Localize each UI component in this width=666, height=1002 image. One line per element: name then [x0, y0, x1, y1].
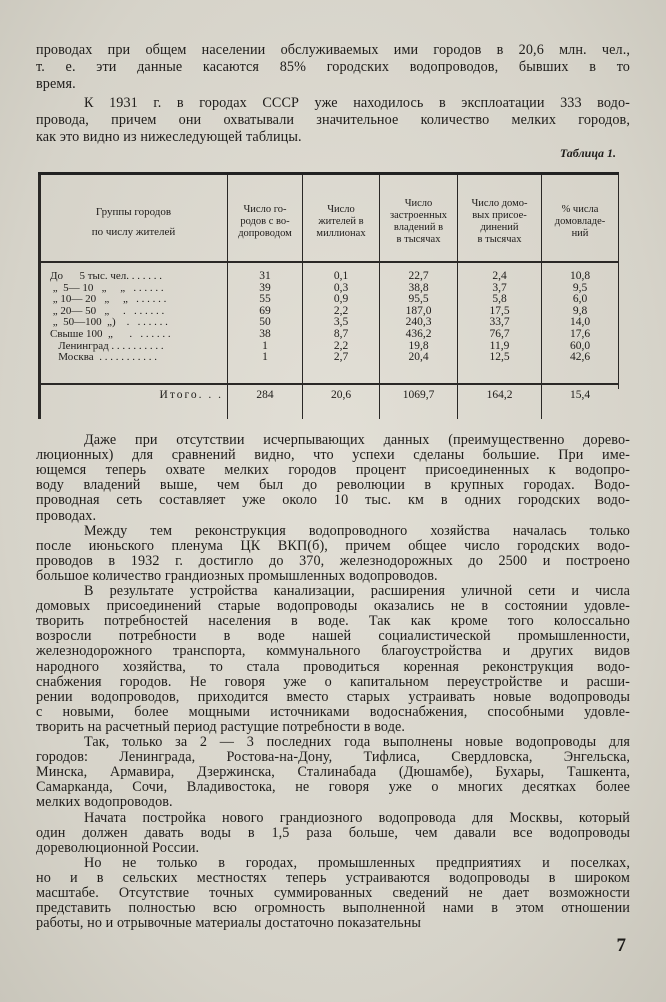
table-cell-pop: 2,7 [333, 351, 349, 364]
text-line: время. [36, 76, 76, 92]
text-line: воду владений выше, чем был до революции в крупных городах. Водо- [36, 477, 630, 494]
text-line: Начата постройка нового грандиозного водопровода для Москвы, который [84, 809, 630, 826]
table-cell-pop: 3,5 [333, 316, 349, 329]
text-line: проводная сеть составляет уже около 10 тыс. км в одних городских водо- [36, 492, 630, 509]
table-cell-buildings: 38,8 [408, 281, 429, 294]
text-line: Между тем реконструкция водопроводного хозяйства началась только [84, 522, 630, 539]
table-cell-cities: 50 [259, 316, 271, 329]
text-line: народного хозяйства, то стала проводиться коренная реконструкция водо- [36, 658, 630, 675]
text-line: ющемся теперь охвате мелких городов процент присоединенных к водопро- [36, 462, 630, 479]
text-line: творить на расчетный период растущие потребности в воде. [36, 718, 406, 735]
header-percent: % числа домовладе- ний [554, 204, 606, 239]
table-cell-buildings: 240,3 [405, 316, 432, 329]
text-line: работы, но и отрывочные материалы достаточно показательны [36, 915, 422, 932]
table-cell-percent: 10,8 [569, 270, 591, 282]
header-divider [38, 261, 619, 263]
column-buildings [380, 271, 457, 364]
text-line: представить полностью всю огромность выполненной нами в этом отношении [36, 900, 630, 917]
text-line: возросли потребности в воде нашей социалистической промышленности, [36, 628, 630, 645]
column-population [303, 271, 379, 364]
text-line: Даже при отсутствии исчерпывающих данных (преимущественно дорево- [84, 432, 630, 448]
table-cell-connections: 12,5 [489, 351, 510, 364]
table-cell-connections: 3,7 [492, 281, 507, 294]
table-cell-pop: 0,9 [333, 293, 349, 306]
total-label: Итого. . . [159, 389, 223, 401]
table-cell-percent: 17,6 [569, 327, 591, 340]
header-buildings: Число застроенных владений в в тысячах [389, 198, 448, 245]
table-caption: Таблица 1. [559, 146, 616, 160]
text-line: проводов в 1932 г. достигло до 370, железнодорожных до 2500 и построено [36, 552, 630, 569]
total-population: 20,6 [330, 389, 352, 401]
table-cell-percent: 6,0 [572, 293, 588, 306]
text-line: Но не только в городах, промышленных предприятиях и поселках, [84, 854, 630, 871]
table-cell-pop: 2,2 [333, 339, 349, 352]
page-number: 7 [616, 935, 626, 956]
text-line: мелких водопроводов. [36, 794, 173, 811]
text-line: Самарканда, Сочи, Владивостока, не говоря уже о многих десятках более [36, 779, 630, 796]
table-cell-buildings: 436,2 [405, 327, 432, 340]
header-groups: Группы городов по числу жителей [91, 206, 176, 238]
text-line: Минска, Армавира, Дзержинска, Сталинабада (Дюшамбе), Бухары, Ташкента, [36, 764, 630, 781]
table-cell-cities: 69 [259, 304, 271, 317]
header-connections: Число домо- вых присое- динений в тысячах [471, 198, 528, 245]
table-cell-group: „ 20— 50 „ . . . . . . . [50, 305, 165, 317]
table-cell-pop: 0,1 [333, 270, 349, 282]
table-cell-group: Москва . . . . . . . . . . . [50, 352, 157, 364]
table-cell-group: „ 5— 10 „ „ . . . . . . [50, 282, 164, 294]
table-cell-buildings: 95,5 [408, 293, 429, 306]
table-cell-group: До 5 тыс. чел. . . . . . . [50, 271, 162, 282]
table-cell-pop: 8,7 [333, 327, 349, 340]
data-table [38, 172, 619, 419]
table-cell-percent: 9,5 [572, 281, 588, 294]
table-cell-connections: 2,4 [492, 270, 507, 282]
table-cell-percent: 42,6 [569, 351, 591, 364]
total-percent: 15,4 [569, 389, 591, 401]
table-cell-cities: 55 [259, 293, 271, 306]
table-cell-connections: 11,9 [489, 339, 510, 352]
table-cell-buildings: 20,4 [408, 351, 429, 364]
table-border [618, 175, 619, 389]
header-cities: Число го- родов с во- допроводом [238, 204, 292, 239]
text-line: большое количество грандиозных промышленных водопроводов. [36, 567, 438, 584]
table-cell-cities: 1 [262, 339, 268, 352]
header-population: Число жителей в миллионах [316, 204, 366, 239]
column-percent [542, 271, 618, 364]
table-cell-percent: 60,0 [569, 339, 591, 352]
table-cell-buildings: 22,7 [408, 270, 429, 282]
table-cell-connections: 17,5 [489, 304, 510, 317]
text-line: т. е. эти данные касаются 85% городских водопроводов, бывших в то [36, 59, 630, 75]
text-line: как это видно из нижеследующей таблицы. [36, 129, 302, 145]
text-line: городов: Ленинграда, Ростова-на-Дону, Тифлиса, Свердловска, Энгельска, [36, 749, 630, 766]
column-groups [50, 271, 230, 364]
table-cell-group: Свыше 100 „ . . . . . . . [50, 328, 171, 340]
table-cell-cities: 31 [259, 270, 271, 282]
table-cell-connections: 33,7 [489, 316, 510, 329]
table-cell-group: Ленинград . . . . . . . . . . [50, 340, 164, 352]
table-cell-connections: 5,8 [492, 293, 507, 306]
table-cell-cities: 39 [259, 281, 271, 294]
text-line: Так, только за 2 — 3 последних года выполнены новые водопроводы для [84, 734, 630, 750]
table-cell-cities: 1 [262, 351, 268, 364]
total-divider [38, 383, 619, 385]
text-line: проводах при общем населении обслуживаемых ими городов в 20,6 млн. чел., [36, 42, 630, 58]
text-line: с новыми, более мощными источниками водоснабжения, способными удовле- [36, 703, 630, 720]
text-line: люционных) для сравнений видно, что успехи сделаны большие. При име- [36, 447, 630, 464]
text-line: после июньского пленума ЦК ВКП(б), причем общее число городских водо- [36, 537, 630, 554]
text-line: дореволюционной России. [36, 839, 200, 856]
total-cities: 284 [256, 389, 274, 401]
table-cell-percent: 14,0 [569, 316, 591, 329]
text-line: рении водопроводов, приходится вместо старых устраивать новые водопроводы [36, 688, 630, 705]
text-line: проводах. [36, 507, 97, 524]
total-connections: 164,2 [486, 389, 513, 401]
table-cell-group: „ 10— 20 „ „ . . . . . . [50, 294, 167, 306]
table-cell-percent: 9,8 [572, 304, 588, 317]
text-line: но и в сельских местностях теперь устраиваются водопроводы в широком [36, 869, 630, 886]
table-cell-pop: 2,2 [333, 304, 349, 317]
text-line: один должен давать воды в 1,5 раза больше, чем давали все водопроводы [36, 824, 630, 841]
table-cell-pop: 0,3 [333, 281, 349, 294]
text-line: творить потребностей населения в воде. Так как кроме того колоссально [36, 613, 630, 630]
text-line: провода, причем они охватывали значительное количество мелких городов, [36, 112, 630, 128]
text-line: масштабе. Отсутствие точных суммированных сведений не дает возможности [36, 885, 630, 901]
table-cell-buildings: 19,8 [408, 339, 429, 352]
text-line: снабжения городов. Не говоря уже о капитальном переустройстве и расши- [36, 673, 630, 690]
table-cell-connections: 76,7 [489, 327, 510, 340]
column-cities [228, 271, 302, 364]
table-cell-group: „ 50—100 „) . . . . . . . [50, 317, 168, 329]
table-cell-buildings: 187,0 [405, 304, 432, 317]
text-line: железнодорожного транспорта, коммунального благоустройства и других видов [36, 643, 630, 660]
total-buildings: 1069,7 [402, 389, 435, 401]
column-connections [458, 271, 541, 364]
table-cell-cities: 38 [259, 327, 271, 340]
text-line: В результате устройства канализации, расширения уличной сети и числа [84, 583, 630, 599]
text-line: К 1931 г. в городах СССР уже находилось в эксплоатации 333 водо- [84, 95, 630, 111]
text-line: домовых присоединений старые водопроводы оказались не в состоянии удовле- [36, 598, 630, 615]
